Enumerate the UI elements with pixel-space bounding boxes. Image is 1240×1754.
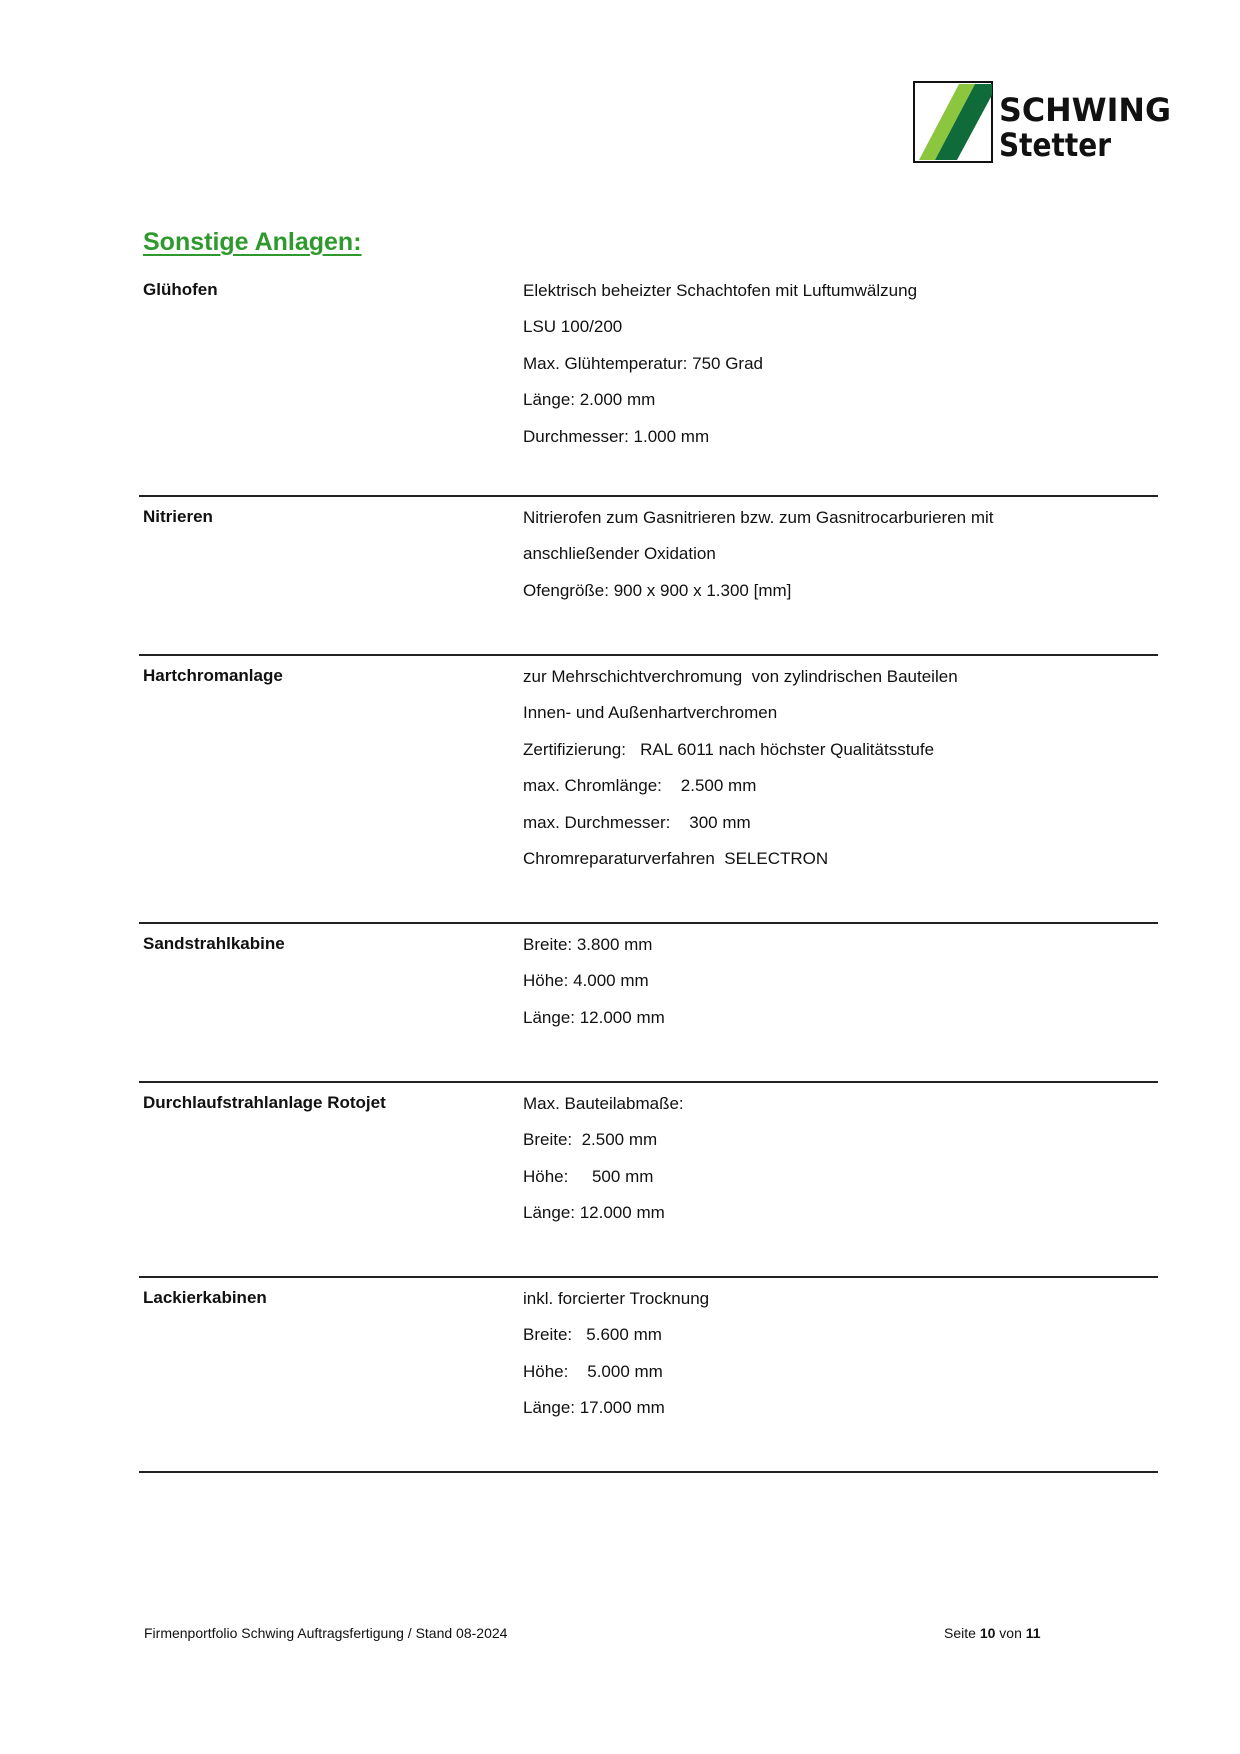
table-row <box>139 656 1158 924</box>
row-detail: Höhe: 5.000 mm <box>523 1361 663 1381</box>
logo-text-line1: SCHWING <box>999 91 1171 129</box>
row-label: Lackierkabinen <box>143 1288 267 1307</box>
section-heading: Sonstige Anlagen: <box>143 228 362 256</box>
row-detail: Ofengröße: 900 x 900 x 1.300 [mm] <box>523 580 792 600</box>
table-row <box>139 497 1158 656</box>
page-prefix: Seite <box>944 1625 976 1641</box>
table-row <box>139 924 1158 1083</box>
row-detail: Breite: 2.500 mm <box>523 1130 658 1150</box>
table-row <box>139 1083 1158 1278</box>
row-detail: Länge: 2.000 mm <box>523 390 656 410</box>
row-detail: max. Durchmesser: 300 mm <box>523 812 751 832</box>
row-detail: anschließender Oxidation <box>523 544 716 564</box>
row-label: Nitrieren <box>143 507 213 526</box>
equipment-table <box>139 270 1158 1473</box>
row-detail: Innen- und Außenhartverchromen <box>523 703 778 723</box>
row-detail: Durchmesser: 1.000 mm <box>523 426 710 446</box>
row-detail: Höhe: 4.000 mm <box>523 971 649 991</box>
row-detail: Breite: 3.800 mm <box>523 935 653 954</box>
row-detail: Länge: 12.000 mm <box>523 1007 665 1027</box>
page-mid: von <box>999 1625 1022 1641</box>
row-label: Glühofen <box>143 280 218 299</box>
row-label: Durchlaufstrahlanlage Rotojet <box>143 1093 386 1112</box>
row-detail: Chromreparaturverfahren SELECTRON <box>523 848 829 868</box>
row-detail: max. Chromlänge: 2.500 mm <box>523 776 757 796</box>
table-row <box>139 270 1158 497</box>
row-label: Hartchromanlage <box>143 666 283 685</box>
page-current: 10 <box>979 1625 996 1641</box>
row-detail: Elektrisch beheizter Schachtofen mit Luftumwälzung <box>523 281 918 300</box>
row-detail: Breite: 5.600 mm <box>523 1325 662 1345</box>
row-detail: Länge: 17.000 mm <box>523 1398 665 1418</box>
footer-page-number <box>944 1625 1041 1641</box>
row-detail: Max. Bauteilabmaße: <box>523 1094 684 1113</box>
row-detail: Länge: 12.000 mm <box>523 1203 665 1223</box>
footer-document-title: Firmenportfolio Schwing Auftragsfertigung / Stand 08-2024 <box>144 1625 508 1641</box>
logo-text-line2: Stetter <box>999 126 1112 163</box>
row-detail: Nitrierofen zum Gasnitrieren bzw. zum Gasnitrocarburieren mit <box>523 508 994 527</box>
row-detail: inkl. forcierter Trocknung <box>523 1289 710 1308</box>
page-total: 11 <box>1025 1625 1041 1641</box>
row-detail: Zertifizierung: RAL 6011 nach höchster Qualitätsstufe <box>523 739 935 759</box>
company-logo <box>913 81 1175 163</box>
row-detail: LSU 100/200 <box>523 317 623 337</box>
row-label: Sandstrahlkabine <box>143 934 285 953</box>
row-detail: zur Mehrschichtverchromung von zylindrischen Bauteilen <box>523 667 958 686</box>
row-detail: Höhe: 500 mm <box>523 1166 654 1186</box>
row-detail: Max. Glühtemperatur: 750 Grad <box>523 353 764 373</box>
table-row <box>139 1278 1158 1473</box>
